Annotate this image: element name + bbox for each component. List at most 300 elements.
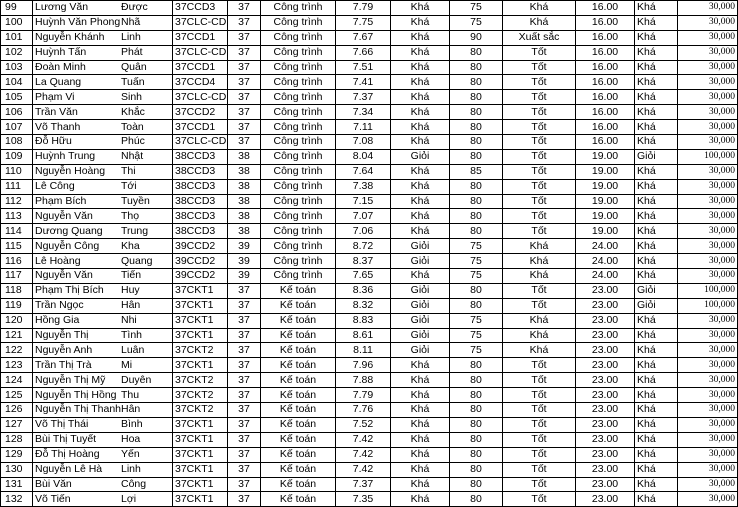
cell-conduct-score: 80 [450,224,503,239]
cell-cohort: 37 [228,417,261,432]
cell-credits: 16.00 [576,120,635,135]
cell-last-name: Nguyễn Khánh [33,30,120,45]
cell-conduct-rank: Tốt [503,164,576,179]
table-row [1,209,738,224]
cell-overall-rank: Khá [635,477,678,492]
cell-conduct-rank: Tốt [503,149,576,164]
cell-number: 106 [1,105,33,120]
table-row [1,1,738,16]
cell-gpa: 7.79 [336,1,391,16]
cell-gpa: 7.41 [336,75,391,90]
table-row [1,269,738,284]
cell-conduct-score: 80 [450,194,503,209]
cell-conduct-rank: Tốt [503,120,576,135]
cell-first-name: Nhi [119,313,173,328]
cell-first-name: Linh [119,30,173,45]
cell-major: Kế toán [261,343,336,358]
cell-academic-rank: Khá [391,373,450,388]
cell-overall-rank: Khá [635,343,678,358]
cell-class: 38CCD3 [173,194,228,209]
cell-overall-rank: Khá [635,403,678,418]
cell-major: Công trình [261,135,336,150]
cell-credits: 16.00 [576,60,635,75]
cell-overall-rank: Khá [635,164,678,179]
cell-first-name: Phúc [119,135,173,150]
cell-number: 110 [1,164,33,179]
cell-class: 39CCD2 [173,239,228,254]
cell-last-name: Huỳnh Tấn [33,45,120,60]
cell-cohort: 38 [228,179,261,194]
cell-credits: 19.00 [576,164,635,179]
cell-first-name: Huy [119,283,173,298]
cell-class: 39CCD2 [173,269,228,284]
cell-academic-rank: Khá [391,209,450,224]
cell-first-name: Linh [119,462,173,477]
cell-conduct-score: 80 [450,432,503,447]
cell-last-name: Đỗ Hữu [33,135,120,150]
cell-last-name: Nguyễn Thị Thanh [33,403,120,418]
cell-number: 122 [1,343,33,358]
cell-amount: 30,000 [678,60,738,75]
cell-gpa: 7.11 [336,120,391,135]
cell-first-name: Thu [119,388,173,403]
cell-major: Kế toán [261,462,336,477]
cell-gpa: 7.67 [336,30,391,45]
table-row [1,105,738,120]
cell-last-name: Phạm Vi [33,90,120,105]
cell-amount: 30,000 [678,358,738,373]
cell-amount: 30,000 [678,105,738,120]
cell-major: Kế toán [261,388,336,403]
cell-major: Công trình [261,1,336,16]
table-row [1,224,738,239]
cell-last-name: Nguyễn Thị Mỹ [33,373,120,388]
cell-overall-rank: Khá [635,492,678,507]
cell-overall-rank: Khá [635,15,678,30]
cell-conduct-score: 80 [450,447,503,462]
cell-last-name: Bùi Văn [33,477,120,492]
cell-last-name: Nguyễn Lê Hà [33,462,120,477]
cell-academic-rank: Khá [391,388,450,403]
cell-last-name: Lương Văn [33,1,120,16]
cell-last-name: Nguyễn Công [33,239,120,254]
cell-academic-rank: Khá [391,269,450,284]
cell-academic-rank: Giỏi [391,313,450,328]
cell-number: 132 [1,492,33,507]
cell-major: Công trình [261,90,336,105]
cell-first-name: Trung [119,224,173,239]
cell-class: 37CKT1 [173,358,228,373]
cell-gpa: 7.64 [336,164,391,179]
cell-overall-rank: Giỏi [635,149,678,164]
cell-conduct-score: 80 [450,105,503,120]
cell-conduct-score: 80 [450,298,503,313]
cell-gpa: 7.15 [336,194,391,209]
table-row [1,15,738,30]
cell-class: 37CKT1 [173,492,228,507]
cell-first-name: Bình [119,417,173,432]
cell-credits: 16.00 [576,105,635,120]
table-row [1,164,738,179]
cell-gpa: 7.38 [336,179,391,194]
cell-last-name: Võ Thanh [33,120,120,135]
cell-cohort: 37 [228,447,261,462]
cell-conduct-rank: Xuất sắc [503,30,576,45]
cell-last-name: Nguyễn Văn [33,269,120,284]
cell-amount: 30,000 [678,432,738,447]
cell-amount: 30,000 [678,328,738,343]
cell-cohort: 37 [228,477,261,492]
cell-academic-rank: Khá [391,417,450,432]
cell-amount: 30,000 [678,164,738,179]
cell-overall-rank: Khá [635,388,678,403]
cell-class: 37CKT1 [173,417,228,432]
cell-cohort: 37 [228,105,261,120]
cell-conduct-score: 85 [450,164,503,179]
cell-conduct-rank: Tốt [503,75,576,90]
table-row [1,298,738,313]
cell-gpa: 7.79 [336,388,391,403]
cell-class: 37CKT1 [173,432,228,447]
cell-conduct-rank: Tốt [503,45,576,60]
cell-academic-rank: Khá [391,432,450,447]
cell-last-name: Trần Ngọc [33,298,120,313]
table-row [1,373,738,388]
cell-overall-rank: Khá [635,224,678,239]
cell-cohort: 37 [228,313,261,328]
cell-number: 107 [1,120,33,135]
table-row [1,254,738,269]
cell-conduct-score: 75 [450,328,503,343]
cell-first-name: Lợi [119,492,173,507]
cell-gpa: 8.36 [336,283,391,298]
cell-class: 37CKT1 [173,313,228,328]
cell-major: Công trình [261,60,336,75]
table-body [1,1,738,507]
cell-number: 115 [1,239,33,254]
cell-last-name: Phạm Thị Bích [33,283,120,298]
cell-conduct-rank: Tốt [503,105,576,120]
cell-amount: 30,000 [678,343,738,358]
cell-conduct-rank: Tốt [503,179,576,194]
cell-overall-rank: Khá [635,432,678,447]
cell-first-name: Được [119,1,173,16]
cell-first-name: Hân [119,298,173,313]
cell-last-name: Nguyễn Anh [33,343,120,358]
cell-gpa: 7.08 [336,135,391,150]
cell-cohort: 37 [228,432,261,447]
cell-first-name: Luân [119,343,173,358]
cell-number: 112 [1,194,33,209]
cell-number: 114 [1,224,33,239]
cell-credits: 16.00 [576,30,635,45]
cell-credits: 16.00 [576,90,635,105]
cell-number: 123 [1,358,33,373]
cell-cohort: 39 [228,269,261,284]
cell-conduct-rank: Tốt [503,90,576,105]
cell-number: 125 [1,388,33,403]
table-row [1,403,738,418]
cell-class: 38CCD3 [173,179,228,194]
cell-gpa: 8.83 [336,313,391,328]
cell-academic-rank: Khá [391,224,450,239]
cell-amount: 30,000 [678,75,738,90]
cell-academic-rank: Giỏi [391,149,450,164]
cell-major: Kế toán [261,492,336,507]
cell-first-name: Tới [119,179,173,194]
cell-overall-rank: Khá [635,90,678,105]
cell-number: 127 [1,417,33,432]
cell-cohort: 38 [228,149,261,164]
cell-gpa: 7.07 [336,209,391,224]
cell-overall-rank: Khá [635,239,678,254]
cell-first-name: Khắc [119,105,173,120]
cell-first-name: Mi [119,358,173,373]
cell-cohort: 37 [228,1,261,16]
cell-overall-rank: Khá [635,254,678,269]
cell-number: 109 [1,149,33,164]
cell-major: Kế toán [261,447,336,462]
cell-class: 37CKT2 [173,343,228,358]
cell-cohort: 37 [228,373,261,388]
cell-last-name: Võ Tiến [33,492,120,507]
cell-conduct-rank: Tốt [503,224,576,239]
cell-amount: 30,000 [678,90,738,105]
cell-number: 116 [1,254,33,269]
cell-class: 37CLC-CD [173,90,228,105]
cell-credits: 23.00 [576,388,635,403]
cell-amount: 30,000 [678,447,738,462]
cell-conduct-rank: Khá [503,239,576,254]
table-row [1,45,738,60]
cell-amount: 30,000 [678,373,738,388]
cell-cohort: 38 [228,194,261,209]
cell-first-name: Nhã [119,15,173,30]
cell-amount: 100,000 [678,283,738,298]
cell-credits: 24.00 [576,269,635,284]
table-row [1,313,738,328]
cell-class: 37CKT1 [173,283,228,298]
cell-gpa: 7.37 [336,477,391,492]
cell-last-name: Đoàn Minh [33,60,120,75]
cell-conduct-score: 80 [450,403,503,418]
cell-overall-rank: Khá [635,328,678,343]
cell-conduct-rank: Khá [503,269,576,284]
cell-amount: 30,000 [678,403,738,418]
cell-number: 126 [1,403,33,418]
cell-major: Công trình [261,269,336,284]
cell-last-name: Dương Quang [33,224,120,239]
cell-conduct-score: 80 [450,388,503,403]
cell-conduct-rank: Khá [503,15,576,30]
table-row [1,388,738,403]
cell-conduct-score: 80 [450,492,503,507]
cell-class: 39CCD2 [173,254,228,269]
cell-conduct-rank: Tốt [503,388,576,403]
cell-overall-rank: Khá [635,447,678,462]
cell-cohort: 37 [228,90,261,105]
table-row [1,179,738,194]
cell-conduct-score: 80 [450,179,503,194]
cell-conduct-rank: Tốt [503,283,576,298]
cell-first-name: Quang [119,254,173,269]
cell-class: 37CKT1 [173,447,228,462]
cell-conduct-score: 80 [450,358,503,373]
cell-credits: 23.00 [576,462,635,477]
cell-credits: 24.00 [576,239,635,254]
cell-class: 38CCD3 [173,224,228,239]
cell-cohort: 37 [228,60,261,75]
cell-cohort: 37 [228,45,261,60]
cell-class: 37CKT2 [173,373,228,388]
cell-number: 119 [1,298,33,313]
cell-class: 37CKT1 [173,477,228,492]
cell-number: 120 [1,313,33,328]
cell-amount: 30,000 [678,492,738,507]
cell-credits: 16.00 [576,135,635,150]
cell-cohort: 37 [228,135,261,150]
cell-number: 103 [1,60,33,75]
cell-academic-rank: Khá [391,447,450,462]
cell-conduct-rank: Tốt [503,209,576,224]
cell-conduct-rank: Tốt [503,432,576,447]
cell-academic-rank: Khá [391,179,450,194]
cell-overall-rank: Giỏi [635,283,678,298]
cell-gpa: 7.76 [336,403,391,418]
cell-academic-rank: Khá [391,358,450,373]
cell-conduct-rank: Tốt [503,417,576,432]
table-row [1,30,738,45]
cell-academic-rank: Khá [391,492,450,507]
cell-credits: 19.00 [576,179,635,194]
cell-class: 37CKT2 [173,403,228,418]
cell-major: Công trình [261,209,336,224]
cell-cohort: 37 [228,403,261,418]
cell-gpa: 7.37 [336,90,391,105]
cell-overall-rank: Khá [635,120,678,135]
cell-first-name: Phát [119,45,173,60]
cell-number: 121 [1,328,33,343]
cell-overall-rank: Khá [635,373,678,388]
cell-last-name: Hồng Gia [33,313,120,328]
cell-amount: 100,000 [678,149,738,164]
cell-cohort: 37 [228,358,261,373]
cell-major: Công trình [261,224,336,239]
cell-last-name: Võ Thị Thái [33,417,120,432]
cell-cohort: 37 [228,298,261,313]
cell-academic-rank: Khá [391,120,450,135]
cell-academic-rank: Khá [391,135,450,150]
cell-overall-rank: Khá [635,60,678,75]
cell-overall-rank: Khá [635,269,678,284]
cell-major: Kế toán [261,417,336,432]
cell-number: 111 [1,179,33,194]
cell-gpa: 7.52 [336,417,391,432]
cell-amount: 30,000 [678,209,738,224]
cell-major: Kế toán [261,328,336,343]
cell-first-name: Công [119,477,173,492]
cell-conduct-score: 80 [450,60,503,75]
cell-academic-rank: Khá [391,462,450,477]
cell-last-name: Đỗ Thị Hoàng [33,447,120,462]
cell-academic-rank: Giỏi [391,298,450,313]
cell-academic-rank: Khá [391,1,450,16]
table-row [1,492,738,507]
cell-conduct-score: 75 [450,343,503,358]
cell-gpa: 7.96 [336,358,391,373]
cell-credits: 23.00 [576,417,635,432]
cell-credits: 23.00 [576,283,635,298]
cell-major: Công trình [261,120,336,135]
cell-conduct-rank: Tốt [503,194,576,209]
table-row [1,432,738,447]
cell-amount: 30,000 [678,1,738,16]
cell-cohort: 37 [228,492,261,507]
cell-credits: 19.00 [576,209,635,224]
cell-number: 131 [1,477,33,492]
cell-amount: 30,000 [678,194,738,209]
cell-last-name: Nguyễn Văn [33,209,120,224]
cell-overall-rank: Khá [635,417,678,432]
cell-cohort: 37 [228,120,261,135]
cell-academic-rank: Khá [391,45,450,60]
cell-first-name: Quân [119,60,173,75]
cell-conduct-score: 80 [450,149,503,164]
cell-cohort: 37 [228,75,261,90]
cell-amount: 30,000 [678,239,738,254]
cell-amount: 30,000 [678,135,738,150]
cell-gpa: 7.34 [336,105,391,120]
cell-credits: 23.00 [576,432,635,447]
cell-conduct-rank: Tốt [503,373,576,388]
cell-first-name: Tuyền [119,194,173,209]
cell-credits: 23.00 [576,373,635,388]
cell-amount: 30,000 [678,30,738,45]
cell-academic-rank: Khá [391,194,450,209]
cell-class: 37CKT1 [173,462,228,477]
cell-conduct-rank: Khá [503,1,576,16]
cell-gpa: 7.42 [336,432,391,447]
cell-conduct-score: 80 [450,90,503,105]
cell-first-name: Hoa [119,432,173,447]
cell-number: 102 [1,45,33,60]
cell-academic-rank: Giỏi [391,283,450,298]
table-row [1,477,738,492]
cell-major: Kế toán [261,283,336,298]
cell-academic-rank: Giỏi [391,328,450,343]
cell-last-name: Nguyễn Thị [33,328,120,343]
cell-academic-rank: Khá [391,105,450,120]
cell-amount: 30,000 [678,45,738,60]
cell-overall-rank: Giỏi [635,298,678,313]
cell-amount: 30,000 [678,224,738,239]
cell-first-name: Duyên [119,373,173,388]
cell-credits: 23.00 [576,492,635,507]
cell-class: 37CKT2 [173,388,228,403]
cell-last-name: La Quang [33,75,120,90]
cell-number: 117 [1,269,33,284]
cell-amount: 30,000 [678,417,738,432]
cell-gpa: 7.75 [336,15,391,30]
cell-class: 37CCD1 [173,30,228,45]
cell-last-name: Huỳnh Văn Phong [33,15,120,30]
cell-credits: 16.00 [576,45,635,60]
cell-class: 37CLC-CD [173,15,228,30]
cell-conduct-score: 80 [450,417,503,432]
cell-class: 37CLC-CD [173,135,228,150]
cell-amount: 30,000 [678,388,738,403]
cell-gpa: 8.61 [336,328,391,343]
